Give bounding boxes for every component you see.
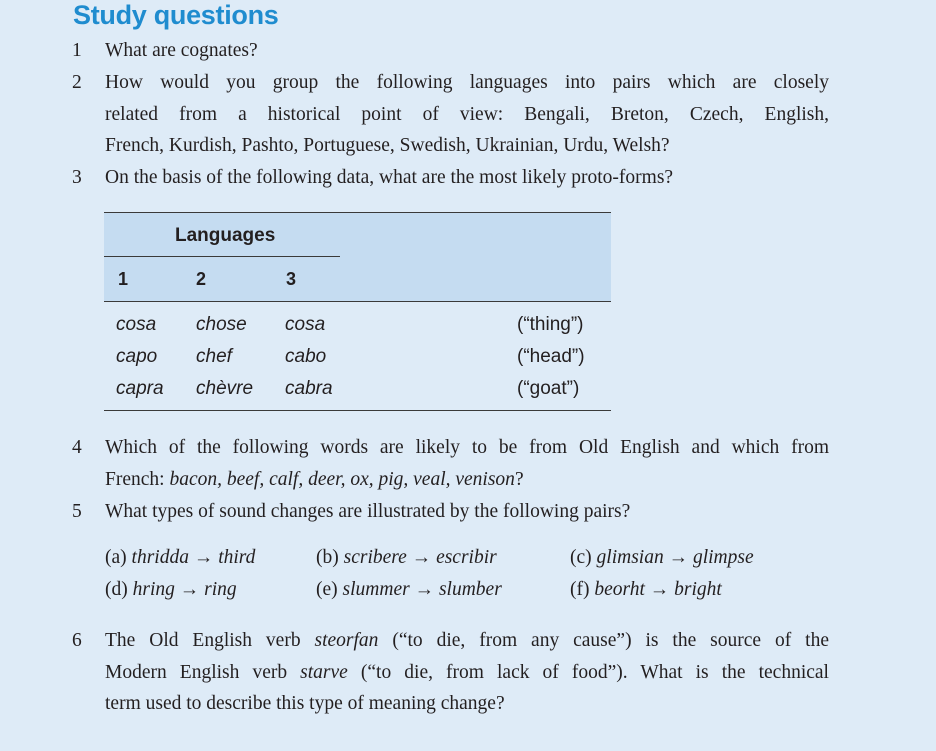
column-header-2: 2 <box>196 269 207 289</box>
question-text: How would you group the following languages into pairs which are closely related from a historical point of view: Bengali, Breton, Czech, English, French, Kurdish, Pashto, Portuguese, Swedish, Ukrainian, Urdu, Welsh? <box>105 72 829 156</box>
question-number: 6 <box>72 630 82 651</box>
table-header <box>104 212 611 302</box>
question-text: What are cognates? <box>105 40 258 61</box>
table-cell: cosa <box>116 314 157 335</box>
table-cell: cabo <box>285 346 327 367</box>
question-line: Modern English verb starve (“to die, from lack of food”). What is the technical <box>105 661 829 683</box>
question-number: 4 <box>72 437 82 458</box>
table-cell: chèvre <box>196 378 254 399</box>
question-number: 5 <box>72 501 82 522</box>
pair-f: (f) beorht → bright <box>570 579 722 600</box>
pair-c: (c) glimsian → glimpse <box>570 547 754 568</box>
pair-b: (b) scribere → escribir <box>316 547 497 568</box>
table-body <box>104 302 611 411</box>
pair-a: (a) thridda → third <box>105 547 256 568</box>
table-cell: chose <box>196 314 247 335</box>
table-cell: chef <box>196 346 232 367</box>
question-text: On the basis of the following data, what are the most likely proto-forms? <box>105 167 674 188</box>
column-header-3: 3 <box>286 269 297 289</box>
question-line: French: bacon, beef, calf, deer, ox, pig, veal, venison? <box>105 468 524 490</box>
page-title: Study questions <box>73 0 279 30</box>
table-gloss: (“thing”) <box>517 314 584 335</box>
question-number: 1 <box>72 40 82 61</box>
table-gloss: (“goat”) <box>517 378 580 399</box>
question-number: 2 <box>72 72 82 93</box>
pair-e: (e) slummer → slumber <box>316 579 502 600</box>
question-text: Which of the following words are likely to be from Old English and which from French: bacon, beef, calf, deer, ox, pig, veal, venison? <box>105 432 829 495</box>
cognate-table <box>104 212 611 411</box>
question-line: The Old English verb steorfan (“to die, from any cause”) is the source of the <box>105 630 829 651</box>
column-header-1: 1 <box>118 269 129 289</box>
question-text <box>105 625 829 720</box>
languages-header: Languages <box>175 225 276 246</box>
header-divider <box>104 256 340 257</box>
pair-d: (d) hring → ring <box>105 579 237 600</box>
table-cell: cosa <box>285 314 326 335</box>
table-cell: capo <box>116 346 158 367</box>
question-text: What types of sound changes are illustrated by the following pairs? <box>105 501 631 522</box>
table-gloss: (“head”) <box>517 346 585 367</box>
table-cell: cabra <box>285 378 333 399</box>
table-cell: capra <box>116 378 164 399</box>
question-number: 3 <box>72 167 82 188</box>
question-line: term used to describe this type of meaning change? <box>105 693 505 714</box>
